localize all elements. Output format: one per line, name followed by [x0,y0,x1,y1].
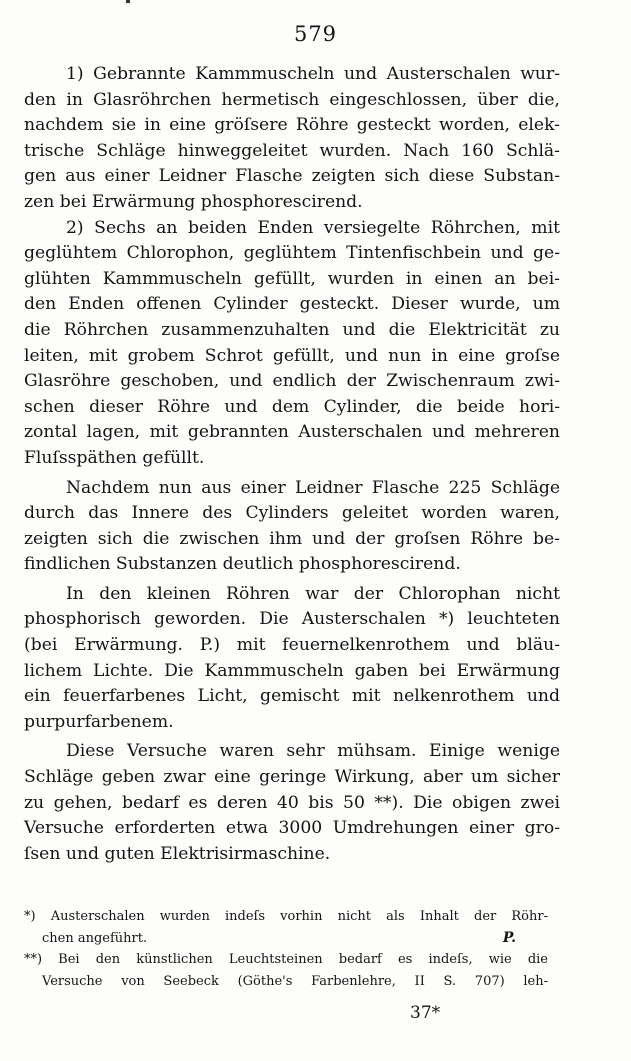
footnote-line: *) Austerschalen wurden indeſs vorhin nicht als Inhalt der Röhr- [24,909,548,924]
text-line: gen aus einer Leidner Flasche zeigten sich diese Substan- [24,166,560,187]
text-line: leiten, mit grobem Schrot gefüllt, und nun in eine groſse [24,345,560,366]
text-line: lichem Lichte. Die Kammmuscheln gaben bei Erwärmung [24,660,560,681]
footnotes [24,906,548,992]
text-line: Glasröhre geschoben, und endlich der Zwischenraum zwi- [24,371,560,392]
text-line: ein feuerfarbenes Licht, gemischt mit nelkenrothem und [24,686,560,707]
footnote-line: **) Bei den künstlichen Leuchtsteinen bedarf es indeſs, wie die [24,952,548,967]
paragraph [24,476,560,578]
text-line: Diese Versuche waren sehr mühsam. Einige wenige [66,741,560,762]
footnote-line [24,928,548,950]
paragraph [24,62,560,216]
text-line: zen bei Erwärmung phosphorescirend. [24,191,363,212]
text-line: findlichen Substanzen deutlich phosphorescirend. [24,554,461,575]
text-line: ſsen und guten Elektrisirmaschine. [24,843,331,864]
paragraph [24,739,560,867]
text-line: 2) Sechs an beiden Enden versiegelte Röhrchen, mit [66,217,560,238]
print-speck [126,0,130,3]
signature-mark: 37* [410,1003,441,1023]
footnote [24,949,548,992]
footnote [24,906,548,949]
text-line: 1) Gebrannte Kammmuscheln und Austerschalen wur- [66,64,560,84]
footnote-line: Versuche von Seebeck (Göthe's Farbenlehre, II S. 707) leh- [42,973,548,989]
text-line: Schläge geben zwar eine geringe Wirkung, aber um sicher [24,767,560,788]
text-line: Nachdem nun aus einer Leidner Flasche 225 Schläge [66,477,560,498]
text-line: Fluſsspäthen gefüllt. [24,447,205,468]
page-number: 579 [293,22,338,46]
text-line: den Enden offenen Cylinder gesteckt. Dieser wurde, um [24,294,560,315]
text-line: glühten Kammmuscheln gefüllt, wurden in einen an bei- [24,268,560,289]
text-line: Versuche erforderten etwa 3000 Umdrehungen einer gro- [24,818,560,839]
text-line: die Röhrchen zusammenzuhalten und die Elektricität zu [24,319,560,340]
main-text [24,62,560,867]
footnote-text: chen angeführt. [42,930,148,946]
text-line: phosphorisch geworden. Die Austerschalen *) leuchteten [24,609,560,630]
footnote-signature: P. [502,929,516,946]
text-line: den in Glasröhrchen hermetisch eingeschlossen, über die, [24,89,560,110]
text-line: nachdem sie in eine gröſsere Röhre gesteckt worden, elek- [24,115,560,136]
text-line: In den kleinen Röhren war der Chlorophan nicht [66,583,560,604]
text-line: (bei Erwärmung. P.) mit feuernelkenrothem und bläu- [24,635,560,656]
text-line: zontal lagen, mit gebrannten Austerschalen und mehreren [24,422,560,443]
text-line: schen dieser Röhre und dem Cylinder, die beide hori- [24,396,560,417]
text-line: purpurfarbenem. [24,711,174,732]
text-line: trische Schläge hinweggeleitet wurden. Nach 160 Schlä- [24,140,560,161]
text-line: durch das Innere des Cylinders geleitet worden waren, [24,503,560,524]
text-line: zu gehen, bedarf es deren 40 bis 50 **). Die obigen zwei [24,792,560,813]
paragraph [24,582,560,736]
text-line: zeigten sich die zwischen ihm und der groſsen Röhre be- [24,528,560,549]
text-line: geglühtem Chlorophon, geglühtem Tintenfischbein und ge- [24,243,560,264]
paragraph [24,216,560,472]
